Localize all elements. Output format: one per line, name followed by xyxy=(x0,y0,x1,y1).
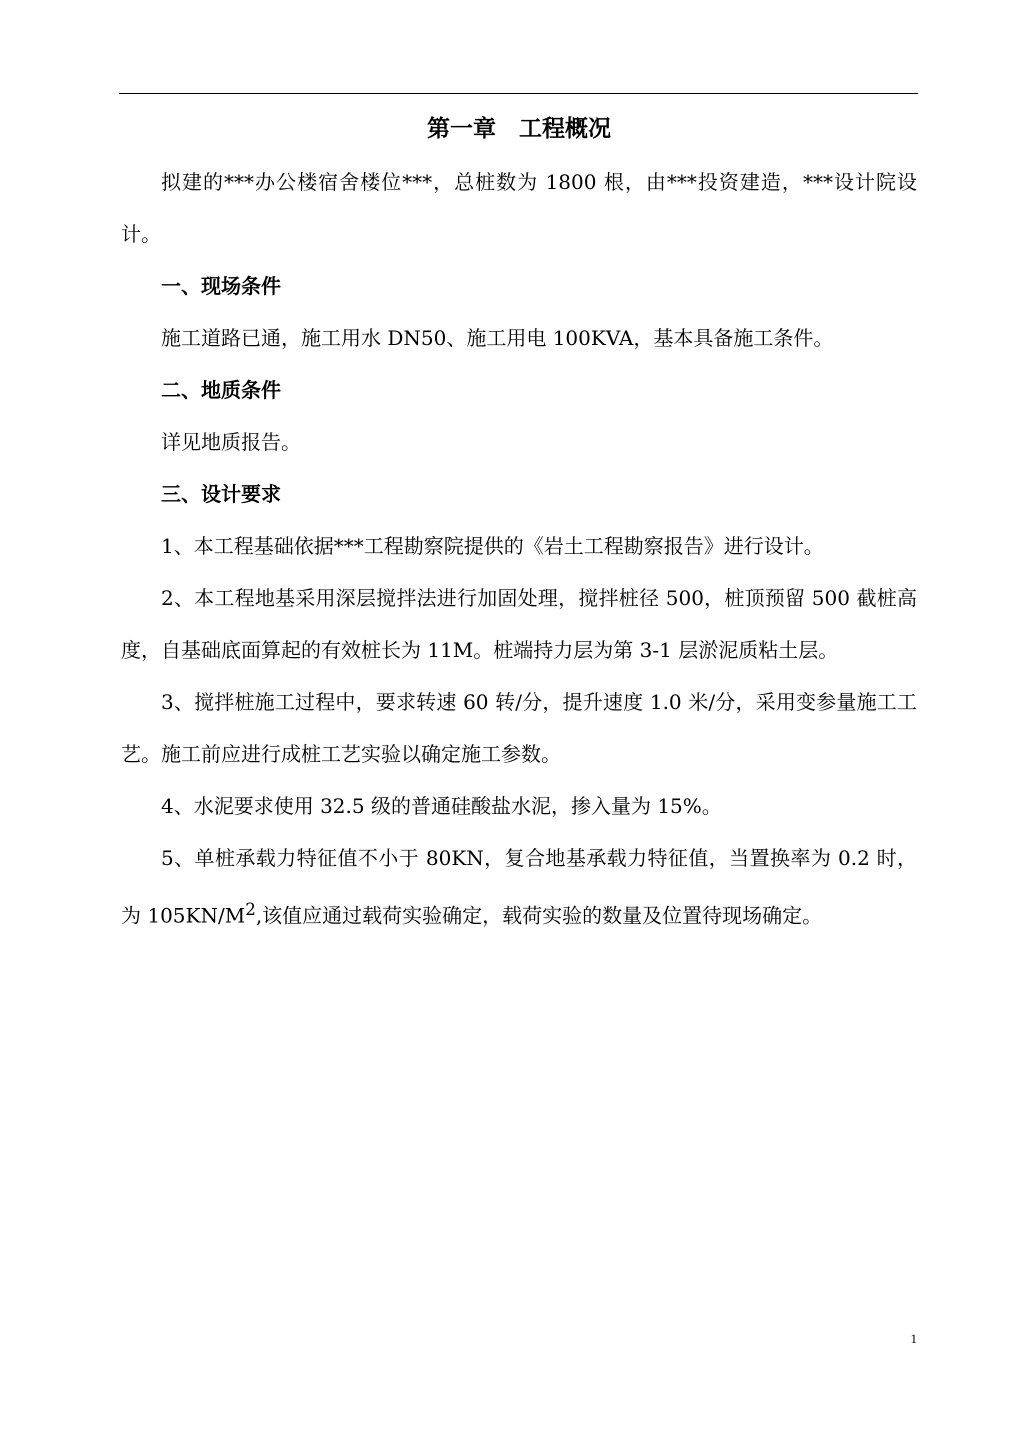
section-heading-site-conditions: 一、现场条件 xyxy=(161,274,281,298)
chapter-title: 第一章 工程概况 xyxy=(427,115,611,142)
design-requirement-item-5 xyxy=(121,832,917,942)
header-rule xyxy=(119,93,918,94)
design-requirement-item-4: 4、水泥要求使用 32.5 级的普通硅酸盐水泥，掺入量为 15%。 xyxy=(161,794,722,818)
section-heading-design-requirements: 三、设计要求 xyxy=(161,482,281,506)
design-requirement-item-1: 1、本工程基础依据***工程勘察院提供的《岩土工程勘察报告》进行设计。 xyxy=(161,534,824,558)
site-conditions-paragraph: 施工道路已通，施工用水 DN50、施工用电 100KVA，基本具备施工条件。 xyxy=(161,326,834,350)
geology-paragraph: 详见地质报告。 xyxy=(161,430,301,454)
intro-paragraph: 拟建的***办公楼宿舍楼位***，总桩数为 1800 根，由***投资建造，***设计院设计。 xyxy=(121,170,917,246)
item-5-text-after: ,该值应通过载荷实验确定，载荷实验的数量及位置待现场确定。 xyxy=(255,903,823,928)
design-requirement-item-3: 3、搅拌桩施工过程中，要求转速 60 转/分，提升速度 1.0 米/分，采用变参量施工工艺。施工前应进行成桩工艺实验以确定施工参数。 xyxy=(121,690,917,766)
page-number: 1 xyxy=(910,1331,917,1346)
design-requirement-item-2: 2、本工程地基采用深层搅拌法进行加固处理，搅拌桩径 500，桩顶预留 500 截桩高度，自基础底面算起的有效桩长为 11M。桩端持力层为第 3-1 层淤泥质粘土层。 xyxy=(121,586,917,662)
item-5-superscript: 2 xyxy=(245,900,256,919)
item-5-text-before: 5、单桩承载力特征值不小于 80KN，复合地基承载力特征值，当置换率为 0.2 时，为 105KN/M xyxy=(121,846,917,928)
section-heading-geology: 二、地质条件 xyxy=(161,378,281,402)
document-page xyxy=(121,106,917,942)
